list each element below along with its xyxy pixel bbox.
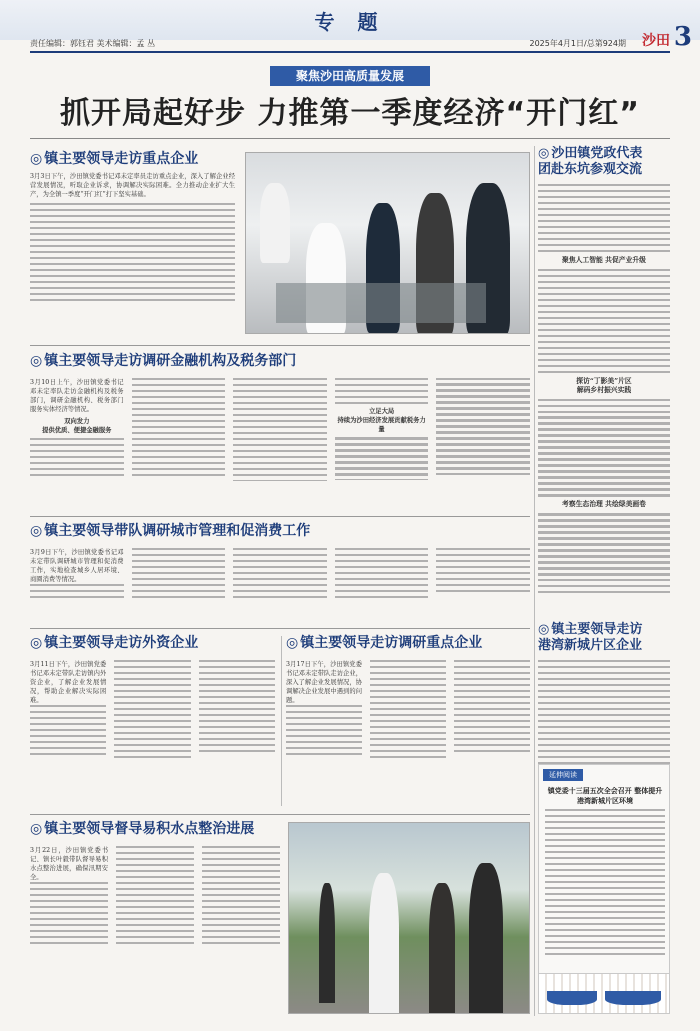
article-title [30,634,275,652]
article-title-text: 镇主要领导走访重点企业 [44,151,199,167]
photo-site-inspection [288,822,530,1014]
extended-reading-tag: 延伸阅读 [543,769,583,781]
article-body [30,378,530,508]
circle-icon: ◎ [538,622,550,637]
article-subhead: 立足大局 [368,408,395,416]
circle-icon: ◎ [30,821,43,837]
right-title-line: 团赴东坑参观交流 [538,162,643,177]
circle-icon: ◎ [30,353,43,369]
article-body-text: 3月10日上午，沙田镇党委书记邓未定率队走访金融机构及税务部门，调研金融机构、税务部门服务实体经济等情况。 [30,379,124,413]
article-body [30,548,530,624]
article-body [30,660,275,808]
article-title-text: 镇主要领导督导易积水点整治进展 [44,821,255,837]
right-subhead: 考察生态治理 共绘绿美画卷 [562,500,646,509]
extended-reading-box [538,764,670,1014]
right-column-title [538,146,670,178]
article-body-text: 3月3日下午，沙田镇党委书记邓未定率员走访重点企业，深入了解企业经营发展情况，听取企业诉求，协调解决实际困难。全力推动企业扩大生产，为全镇一季度“开门红”打下坚实基础。 [30,173,235,198]
article-title-text: 镇主要领导走访调研金融机构及税务部门 [44,353,297,369]
article-body-text: 3月11日下午，沙田镇党委书记邓未定带队走访镇内外资企业，了解企业发展情况，帮助企业解决实际困难。 [30,661,107,704]
right-column-body-2 [538,660,670,780]
circle-icon: ◎ [538,146,550,161]
article-body [286,660,530,808]
circle-icon: ◎ [30,635,43,651]
article-title-text: 镇主要领导走访调研重点企业 [300,635,483,651]
editor-credits: 责任编辑：郭钰君 美术编辑：孟 丛 [30,39,156,48]
article-city-management [30,522,530,624]
article-body-text: 3月17日下午，沙田镇党委书记邓未定带队走访企业，深入了解企业发展情况，协调解决企业发展中遇到的问题。 [286,661,362,704]
circle-icon: ◎ [30,523,43,539]
right-subhead: 聚焦人工智能 共促产业升级 [562,255,646,264]
article-subhead: 持续为沙田经济发展贡献税务力量 [337,417,426,434]
header-rule [30,51,670,53]
right-column-body [538,184,670,614]
extended-reading-body [545,809,665,969]
article-waterlogging [30,820,530,1020]
article-title-text: 镇主要领导走访外资企业 [44,635,199,651]
article-subhead: 提供优质、便捷金融服务 [42,427,112,434]
article-key-enterprises-2 [286,634,530,810]
right-column [538,146,670,780]
article-title [286,634,530,652]
right-title-line: 港湾新城片区企业 [538,638,643,653]
right-title-line: 沙田镇党政代表 [551,146,643,161]
right-title-line: 镇主要领导走访 [551,622,643,637]
article-foreign-enterprises [30,634,275,810]
article-body [30,172,235,340]
article-body [30,846,280,1016]
section-divider [30,516,530,517]
right-subhead: 探访“丁影美”片区 [576,376,632,385]
paper-logo: 沙田 [642,33,670,49]
section-divider [30,345,530,346]
extended-reading-title: 镇党委十三届五次全会召开 整体提升港湾新城片区环境 [547,787,663,805]
article-finance-tax [30,352,530,510]
article-body-text: 3月9日下午，沙田镇党委书记邓未定带队调研城市管理和促消费工作，实地检查城乡人居环境、商圈消费等情况。 [30,549,124,583]
article-title [30,522,530,540]
column-divider [534,146,535,1016]
section-divider [30,814,530,815]
section-name: 专 题 [314,10,386,34]
main-headline: 抓开局起好步 力推第一季度经济“开门红” [60,96,640,131]
section-divider [30,628,530,629]
date-issue: 2025年4月1日/总第924期 [529,39,626,48]
right-column-title-2 [538,622,670,654]
kicker-label: 聚焦沙田高质量发展 [270,66,430,86]
circle-icon: ◎ [286,635,299,651]
article-subhead: 双向发力 [64,418,90,425]
article-body-text: 3月22日，沙田镇党委书记、镇长叶毅带队督导易积水点整治进展，确保汛期安全。 [30,847,108,881]
article-title-text: 镇主要领导带队调研城市管理和促消费工作 [44,523,311,539]
circle-icon: ◎ [30,151,43,167]
page-number: 3 [673,22,692,52]
headline-rule [30,138,670,139]
article-key-enterprises [30,150,530,340]
dragon-boat-illustration [539,973,669,1013]
column-divider [281,636,282,806]
right-subhead: 解码乡村振兴实践 [576,385,632,394]
page-header [0,0,700,52]
article-title [30,352,530,370]
photo-lab-visit [245,152,530,334]
